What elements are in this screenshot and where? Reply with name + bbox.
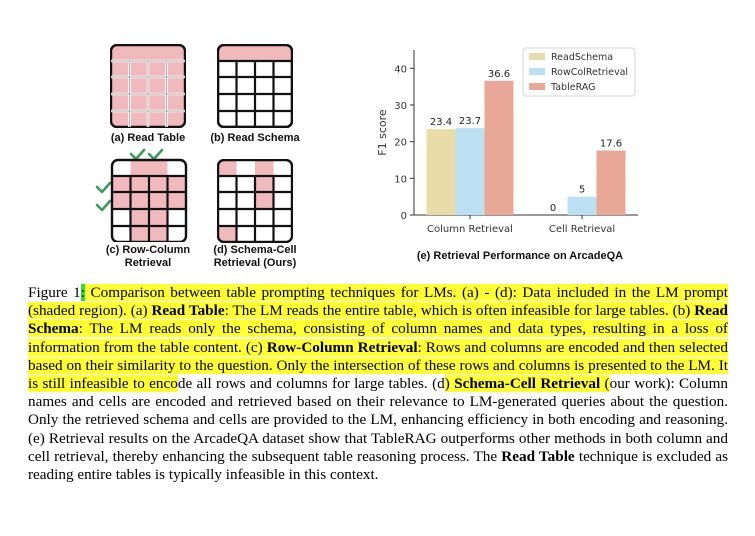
legend-swatch — [529, 53, 545, 60]
y-axis-label: F1 score — [376, 109, 389, 156]
caption-text-6: ) — [444, 375, 455, 393]
legend-label: ReadSchema — [551, 52, 614, 63]
diagram-label-read-schema: (b) Read Schema — [210, 132, 300, 144]
data-label: 5 — [578, 184, 586, 196]
bar — [427, 129, 456, 215]
table-diagram-read-table — [110, 44, 186, 128]
bar — [485, 81, 514, 215]
table-diagram-row-column — [94, 146, 194, 242]
y-tick-label: 40 — [394, 64, 407, 76]
y-tick-label: 10 — [394, 174, 407, 186]
bar — [597, 150, 626, 215]
caption-text-8: our work): Column names and cells are encoded and retrieved based on their relevance to LM-generated queries about the question. Only the retrieved schema and cells are provided to the LM, enhancing efficiency in both encoding and reasoning. (e) Retrieval results on the ArcadeQA dataset show that TableRAG outperforms other methods in both column and cell retrieval, thereby enhancing the subsequent table reasoning process. The — [28, 375, 728, 465]
data-label: 23.7 — [458, 116, 482, 128]
legend-label: RowColRetrieval — [551, 67, 629, 78]
caption-text-3: : The LM reads only the schema, consisting of column names and data types, resulting in a loss of information from the table content. (c) — [28, 320, 728, 356]
term-schema-cell: Schema-Cell Retrieval — [454, 375, 601, 393]
caption-colon: : — [80, 284, 86, 301]
caption-text-5: de all rows and columns for large tables. (d — [177, 375, 445, 393]
y-tick-label: 30 — [394, 101, 407, 112]
diagram-label-read-table: (a) Read Table — [110, 132, 186, 144]
table-diagram-read-schema — [217, 44, 293, 128]
data-label: 23.4 — [429, 117, 453, 129]
term-read-table: Read Table — [151, 302, 225, 320]
diagram-label-row-column-line1: (c) Row-Column — [105, 244, 191, 256]
legend-swatch — [529, 68, 545, 75]
x-tick-label: Column Retrieval — [427, 224, 513, 235]
retrieval-performance-chart — [372, 45, 648, 245]
chart-title: (e) Retrieval Performance on ArcadeQA — [416, 250, 624, 262]
caption-text-1: Comparison between table prompting techniques for LMs. (a) - (d): Data included in the LM prompt (shaded region). (a) — [28, 284, 728, 320]
check-icon — [149, 150, 162, 159]
diagram-label-row-column — [88, 244, 208, 270]
figure-caption — [28, 284, 728, 484]
check-icon — [131, 150, 144, 159]
caption-text-4: : Rows and columns are encoded and then selected based on their similarity to the question. Only the intersection of these rows and columns is presented to the LM. It is still infeasible to enco — [28, 338, 728, 393]
bar — [568, 197, 597, 215]
y-tick-label: 20 — [394, 137, 407, 149]
data-label: 17.6 — [599, 138, 623, 150]
term-row-column: Row-Column Retrieval — [266, 338, 418, 356]
caption-text-2: : The LM reads the entire table, which is often infeasible for large tables. (b) — [224, 302, 695, 320]
caption-text-7: ( — [600, 375, 610, 393]
x-tick-label: Cell Retrieval — [548, 224, 616, 235]
diagram-label-schema-cell-line2: Retrieval (Ours) — [213, 257, 297, 269]
check-icon — [97, 201, 110, 210]
table-diagram-schema-cell — [217, 159, 293, 243]
term-read-table-2: Read Table — [501, 447, 575, 465]
term-read-schema: Read Schema — [28, 302, 728, 338]
diagram-label-row-column-line2: Retrieval — [124, 257, 172, 269]
figure-number: Figure 1 — [28, 284, 81, 301]
y-tick-label: 0 — [400, 211, 407, 222]
check-icon — [97, 183, 110, 192]
data-label: 36.6 — [487, 68, 511, 80]
data-label: 0 — [549, 203, 557, 214]
bar — [456, 128, 485, 215]
legend-swatch — [529, 83, 545, 90]
caption-text-9: technique is excluded as reading entire tables is typically infeasible in this context. — [28, 447, 728, 484]
diagram-label-schema-cell — [195, 244, 315, 270]
legend-label: TableRAG — [551, 82, 596, 93]
diagram-label-schema-cell-line1: (d) Schema-Cell — [213, 244, 297, 256]
